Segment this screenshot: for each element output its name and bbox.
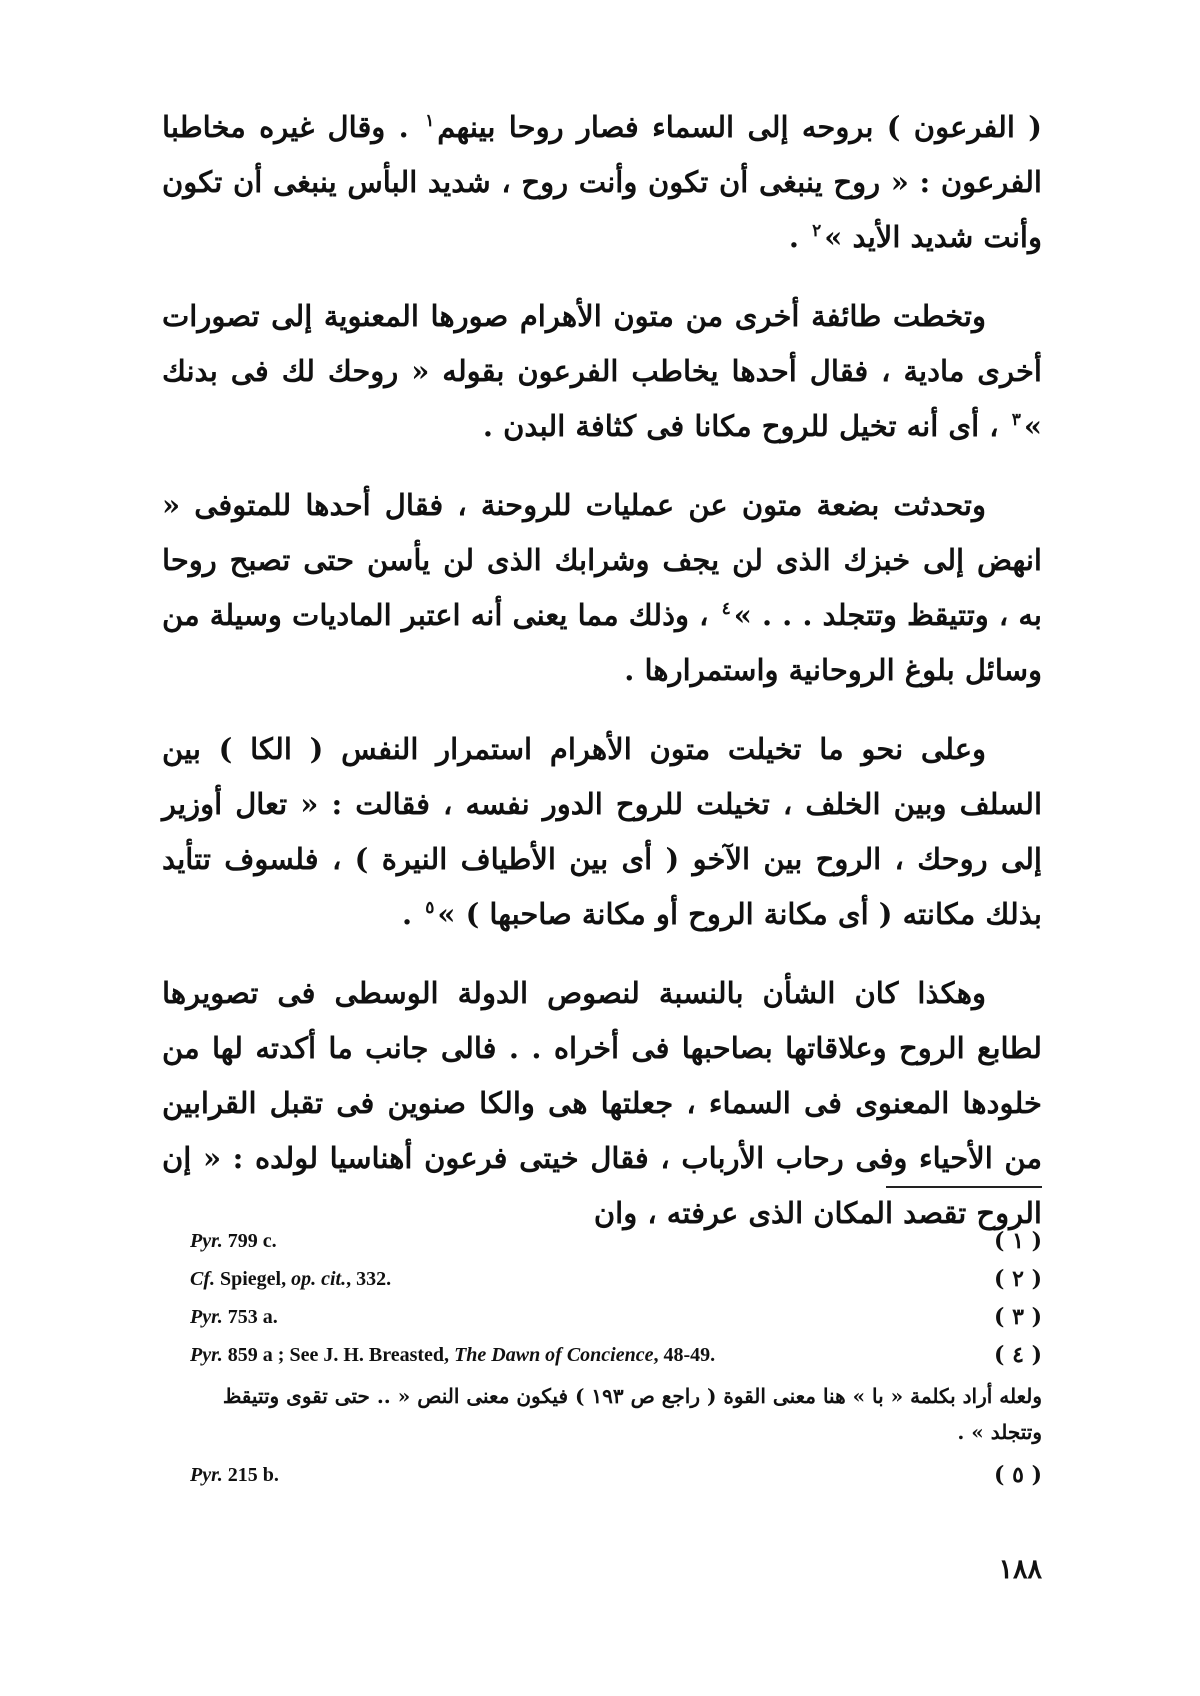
footnote-ref-4[interactable]: ٤ — [721, 599, 731, 620]
footnote-citation — [190, 1464, 279, 1487]
paragraph-text: ( الفرعون ) بروحه إلى السماء فصار روحا بينهم — [437, 110, 1042, 144]
paragraph-5 — [162, 966, 1042, 1241]
citation-abbrev: Pyr. — [190, 1305, 223, 1328]
footnote-number: ( ٣ ) — [994, 1304, 1042, 1330]
footnote-citation — [190, 1230, 277, 1253]
paragraph-text: وعلى نحو ما تخيلت متون الأهرام استمرار النفس ( الكا ) بين السلف وبين الخلف ، تخيلت للروح الدور نفسه ، فقالت : « تعال أوزير إلى روحك ، الروح بين الآخو ( أى بين الأطياف النيرة ) ، فلسوف تتأيد بذلك مكانته ( أى مكانة الروح أو مكانة صاحبها ) » — [162, 732, 1042, 931]
footnote-2 — [190, 1260, 1042, 1298]
citation-abbrev: Cf. — [190, 1267, 215, 1290]
footnote-ref-5[interactable]: ٥ — [425, 898, 435, 919]
paragraph-text: ، أى أنه تخيل للروح مكانا فى كثافة البدن . — [482, 409, 999, 443]
citation-text: Spiegel, — [215, 1267, 292, 1290]
citation-text: 215 b. — [222, 1463, 279, 1486]
citation-text: , 48-49. — [653, 1343, 716, 1366]
footnote-ref-3[interactable]: ٣ — [1011, 410, 1021, 431]
paragraph-text: وهكذا كان الشأن بالنسبة لنصوص الدولة الوسطى فى تصويرها لطابع الروح وعلاقاتها بصاحبها فى أخراه . . فالى جانب ما أكدته لها من خلودها المعنوى فى السماء ، جعلتها هى والكا صنوين فى تقبل القرابين من الأحياء وفى رحاب الأرباب ، فقال خيتى فرعون أهناسيا لولده : « إن الروح تقصد المكان الذى عرفته ، وان — [162, 976, 1042, 1230]
footnote-citation — [190, 1268, 391, 1291]
footnote-divider — [886, 1186, 1042, 1188]
footnotes — [190, 1222, 1042, 1494]
citation-abbrev: Pyr. — [190, 1463, 223, 1486]
paragraph-4 — [162, 722, 1042, 942]
paragraph-1 — [162, 100, 1042, 265]
footnote-4 — [190, 1336, 1042, 1374]
citation-abbrev: Pyr. — [190, 1229, 223, 1252]
footnote-number: ( ٤ ) — [994, 1342, 1042, 1368]
paragraph-text: وتحدثت بضعة متون عن عمليات للروحنة ، فقال أحدها للمتوفى « انهض إلى خبزك الذى لن يجف وشرابك الذى لن يأسن حتى تصبح روحا به ، وتتيقظ وتتجلد . . . » — [162, 488, 1042, 632]
citation-text: 799 c. — [222, 1229, 277, 1252]
paragraph-2 — [162, 289, 1042, 454]
paragraph-text: وتخطت طائفة أخرى من متون الأهرام صورها المعنوية إلى تصورات أخرى مادية ، فقال أحدها يخاطب الفرعون بقوله « روحك لك فى بدنك » — [162, 299, 1042, 443]
footnote-number: ( ٢ ) — [994, 1266, 1042, 1292]
paragraph-text: ، وذلك مما يعنى أنه اعتبر الماديات وسيلة من وسائل بلوغ الروحانية واستمرارها . — [162, 598, 1042, 687]
footnote-citation — [190, 1306, 278, 1329]
footnote-3 — [190, 1298, 1042, 1336]
page-number: ١٨٨ — [998, 1554, 1042, 1585]
footnote-5 — [190, 1456, 1042, 1494]
footnote-4-note: ولعله أراد بكلمة « با » هنا معنى القوة ( راجع ص ١٩٣ ) فيكون معنى النص « .. حتى تقوى وتتيقظ وتتجلد » . — [222, 1384, 1042, 1444]
citation-abbrev: op. cit. — [291, 1267, 347, 1290]
paragraph-text: . — [402, 897, 413, 931]
footnote-citation — [190, 1344, 715, 1367]
footnote-ref-1[interactable]: ١ — [425, 111, 435, 132]
footnote-1 — [190, 1222, 1042, 1260]
citation-text: , 332. — [346, 1267, 392, 1290]
paragraph-text: . وقال غيره مخاطبا الفرعون : « روح ينبغى أن تكون وأنت روح ، شديد البأس ينبغى أن تكون وأنت شديد الأيد » — [162, 110, 1042, 254]
footnote-ref-2[interactable]: ٢ — [812, 221, 822, 242]
footnote-number: ( ١ ) — [994, 1228, 1042, 1254]
paragraph-text: . — [788, 220, 800, 254]
book-title: The Dawn of Concience — [454, 1343, 654, 1366]
citation-abbrev: Pyr. — [190, 1343, 223, 1366]
paragraph-3 — [162, 478, 1042, 698]
main-text — [162, 100, 1042, 1265]
footnote-number: ( ٥ ) — [994, 1462, 1042, 1488]
citation-text: 753 a. — [222, 1305, 278, 1328]
citation-text: 859 a ; See J. H. Breasted, — [222, 1343, 455, 1366]
